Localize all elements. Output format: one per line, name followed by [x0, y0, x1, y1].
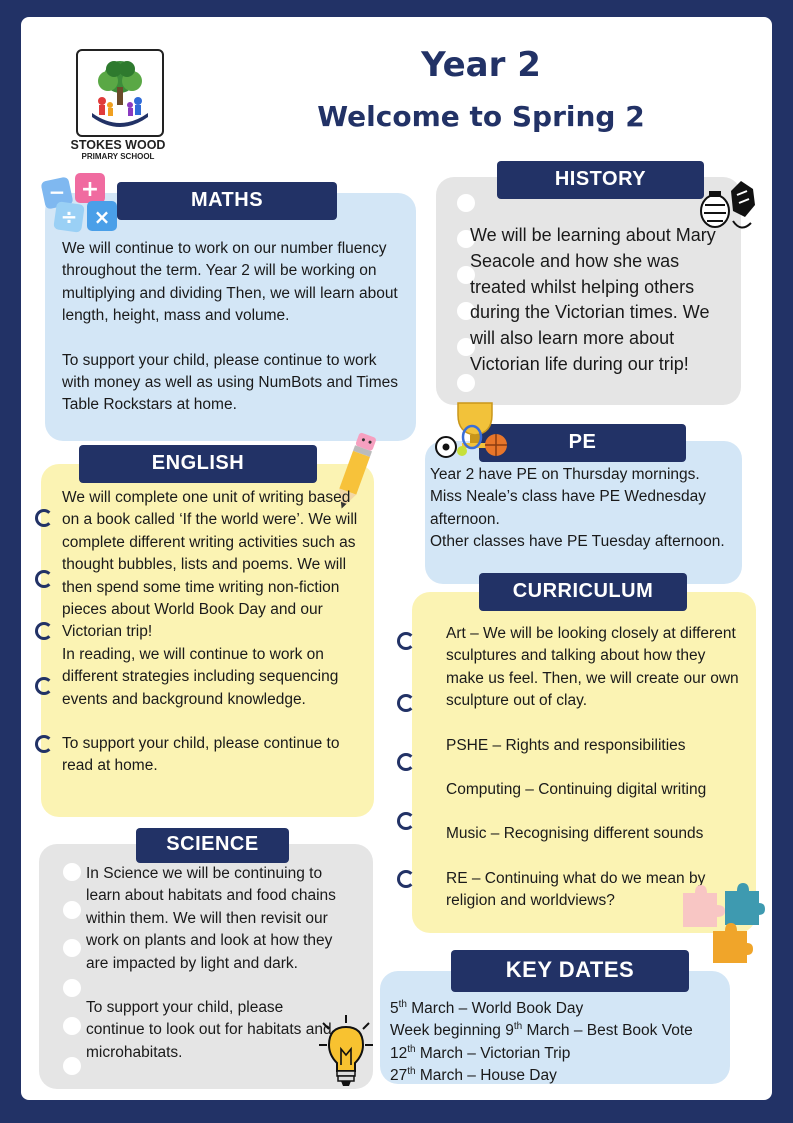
curriculum-art: Art – We will be looking closely at different sculptures and talking about how they make us feel. Then, we will create our own sculpture out of clay. [446, 625, 739, 710]
curriculum-text [446, 623, 746, 913]
curriculum-heading: CURRICULUM [479, 573, 687, 611]
maths-text [62, 238, 404, 417]
history-bullet [457, 194, 475, 212]
english-paragraph-1: We will complete one unit of writing based on a book called ‘If the world were’. We will complete different writing activities such as thought bubbles, lists and poems. We will then spend some time writing non-fiction pieces about World Book Day and our Victorian trip! [62, 489, 358, 641]
svg-text:×: × [93, 205, 111, 229]
science-bullet [63, 1057, 81, 1075]
sports-equipment-icon [434, 399, 512, 459]
science-bullet [63, 901, 81, 919]
key-date-item: 5th March – World Book Day [390, 998, 584, 1017]
curriculum-computing: Computing – Continuing digital writing [446, 781, 707, 799]
curriculum-bullet [397, 870, 415, 888]
english-paragraph-2: In reading, we will continue to work on different strategies including sequencing events and background knowledge. [62, 645, 339, 708]
pe-line-3: Other classes have PE Tuesday afternoon. [430, 533, 725, 551]
science-heading: SCIENCE [136, 828, 289, 863]
english-bullet [35, 735, 53, 753]
school-type: PRIMARY SCHOOL [81, 152, 155, 161]
svg-text:−: − [48, 180, 66, 204]
curriculum-bullet [397, 632, 415, 650]
english-bullet [35, 509, 53, 527]
curriculum-bullet [397, 694, 415, 712]
history-text: We will be learning about Mary Seacole and how she was treated whilst helping others during the Victorian times. We will also learn more about Victorian life during our trip! [470, 225, 716, 374]
science-paragraph-2: To support your child, please continue to look out for habitats and microhabitats. [86, 999, 332, 1061]
pe-heading: PE [479, 424, 686, 462]
key-dates-heading: KEY DATES [451, 950, 689, 992]
page-subtitle: Welcome to Spring 2 [317, 100, 645, 133]
pe-text [430, 464, 750, 554]
school-name: STOKES WOOD [70, 138, 166, 152]
newsletter-page [21, 17, 772, 1100]
key-date-item: 27th March – House Day [390, 1066, 557, 1085]
curriculum-bullet [397, 812, 415, 830]
science-text [86, 863, 346, 1064]
lightbulb-icon [317, 1013, 375, 1091]
english-bullet [35, 570, 53, 588]
key-date-item: 12th March – Victorian Trip [390, 1043, 571, 1062]
pe-line-1: Year 2 have PE on Thursday mornings. [430, 466, 700, 483]
key-date-item: Week beginning 9th March – Best Book Vote [390, 1021, 693, 1040]
tree-icon [78, 51, 162, 135]
curriculum-pshe: PSHE – Rights and responsibilities [446, 736, 686, 754]
pe-line-2: Miss Neale’s class have PE Wednesday afternoon. [430, 488, 706, 528]
key-dates-list [390, 998, 735, 1088]
science-bullet [63, 1017, 81, 1035]
english-heading: ENGLISH [79, 445, 317, 483]
curriculum-re: RE – Continuing what do we mean by religion and worldviews? [446, 869, 706, 910]
english-text [62, 487, 362, 778]
school-logo [76, 49, 164, 137]
english-paragraph-3: To support your child, please continue to read at home. [62, 735, 340, 775]
english-bullet [35, 677, 53, 695]
page-title: Year 2 [421, 45, 541, 85]
curriculum-music: Music – Recognising different sounds [446, 825, 704, 843]
maths-paragraph-2: To support your child, please continue to work with money as well as using NumBots and Times Table Rockstars at home. [62, 351, 398, 414]
history-heading: HISTORY [497, 161, 704, 199]
english-bullet [35, 622, 53, 640]
svg-text:÷: ÷ [60, 205, 78, 229]
puzzle-pieces-icon [677, 879, 765, 963]
maths-heading: MATHS [117, 182, 337, 220]
science-paragraph-1: In Science we will be continuing to learn about habitats and food chains within them. We will then revisit our work on plants and look at how they are impacted by light and dark. [86, 865, 336, 972]
maths-symbols-icon [37, 169, 125, 235]
curriculum-bullet [397, 753, 415, 771]
science-bullet [63, 979, 81, 997]
svg-text:+: + [80, 177, 100, 202]
maths-paragraph-1: We will continue to work on our number fluency throughout the term. Year 2 will be working on multiplying and dividing Then, we will learn about length, height, mass and volume. [62, 240, 398, 325]
science-bullet [63, 939, 81, 957]
science-bullet [63, 863, 81, 881]
